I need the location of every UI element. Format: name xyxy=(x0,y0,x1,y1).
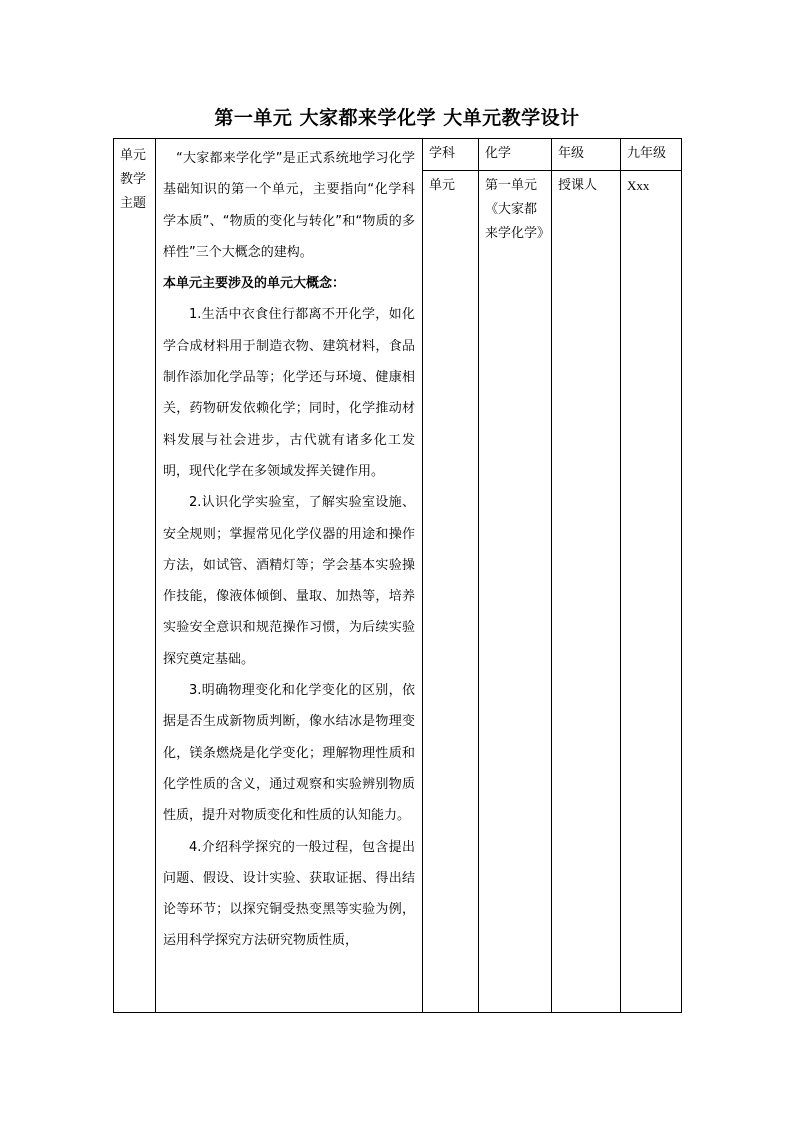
document-title: 第一单元 大家都来学化学 大单元教学设计 xyxy=(214,107,580,129)
teacher-value: Xxx xyxy=(621,171,682,1013)
subject-value: 化学 xyxy=(479,139,552,171)
teacher-label: 授课人 xyxy=(552,171,621,1013)
unit-theme-content xyxy=(156,139,423,1013)
unit-value: 第一单元《大家都来学化学》 xyxy=(479,171,552,1013)
concept-point-4: 4.介绍科学探究的一般过程，包含提出问题、假设、设计实验、获取证据、得出结论等环节；以探究铜受热变黑等实验为例，运用科学探究方法研究物质性质， xyxy=(163,839,415,949)
concept-point-1: 1.生活中衣食住行都离不开化学，如化学合成材料用于制造衣物、建筑材料，食品制作添加化学品等；化学还与环境、健康相关，药物研发依赖化学；同时，化学推动材料发展与社会进步，古代就有诸多化工发明，现代化学在多领域发挥关键作用。 xyxy=(163,307,415,479)
unit-design-table xyxy=(113,138,682,1013)
unit-label: 单元 xyxy=(423,171,479,1013)
subject-label: 学科 xyxy=(423,139,479,171)
intro-paragraph: “大家都来学化学”是正式系统地学习化学基础知识的第一个单元，主要指向“化学科学本质”、“物质的变化与转化”和“物质的多样性”三个大概念的建构。 xyxy=(163,151,415,260)
concept-point-3: 3.明确物理变化和化学变化的区别，依据是否生成新物质判断，像水结冰是物理变化，镁条燃烧是化学变化；理解物理性质和化学性质的含义，通过观察和实验辨别物质性质，提升对物质变化和性质的认知能力。 xyxy=(163,683,415,824)
grade-label: 年级 xyxy=(552,139,621,171)
concepts-heading: 本单元主要涉及的单元大概念： xyxy=(163,276,346,292)
concept-point-2: 2.认识化学实验室，了解实验室设施、安全规则；掌握常见化学仪器的用途和操作方法，如试管、酒精灯等；学会基本实验操作技能，像液体倾倒、量取、加热等，培养实验安全意识和规范操作习惯，为后续实验探究奠定基础。 xyxy=(163,495,415,667)
grade-value: 九年级 xyxy=(621,139,682,171)
row-label-unit-theme: 单元教学主题 xyxy=(114,139,156,1013)
